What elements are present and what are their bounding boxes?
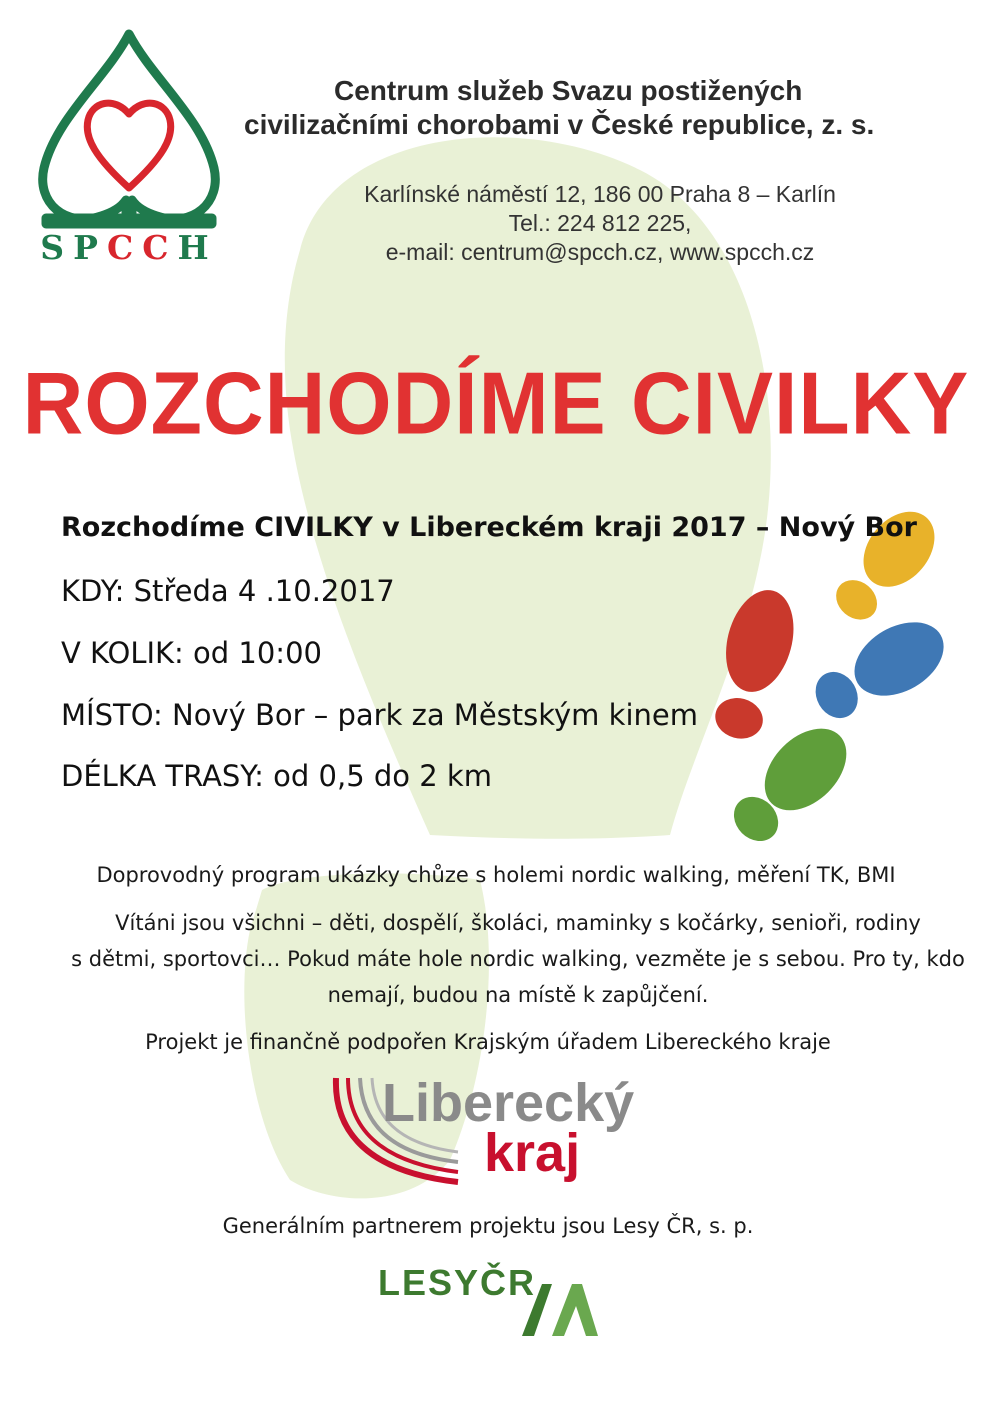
spcch-wordmark: SPCCH [40, 228, 218, 267]
event-route-length: DÉLKA TRASY: od 0,5 do 2 km [61, 759, 492, 793]
red-shoe-print-icon [703, 583, 804, 746]
liberecky-logo-text-1: Liberecký [382, 1073, 635, 1133]
partner-text: Generálním partnerem projektu jsou Lesy ČR, s. p. [222, 1214, 754, 1238]
lesy-cr-logo-text: LESYČR [378, 1262, 537, 1303]
contact-email-web: e-mail: centrum@spcch.cz, www.spcch.cz [385, 239, 815, 265]
welcome-text-line-3: nemají, budou na místě k zapůjčení. [327, 983, 709, 1007]
blue-shoe-print-icon [803, 607, 956, 732]
event-title: Rozchodíme CIVILKY v Libereckém kraji 2017 – Nový Bor [61, 512, 917, 543]
organisation-name-line-1: Centrum služeb Svazu postižených [334, 75, 803, 106]
tree-mark-right [552, 1284, 598, 1336]
event-place: MÍSTO: Nový Bor – park za Městským kinem [61, 698, 698, 732]
organisation-name-line-2: civilizačními chorobami v České republice, z. s. [244, 109, 875, 140]
programme-text: Doprovodný program ukázky chůze s holemi nordic walking, měření TK, BMI [96, 863, 896, 887]
shoe-prints-graphic [690, 500, 970, 850]
spade-outline [43, 34, 216, 224]
contact-phone: Tel.: 224 812 225, [508, 210, 692, 236]
funding-text: Projekt je finančně podpořen Krajským úřadem Libereckého kraje [145, 1030, 831, 1054]
heart-shape [87, 103, 170, 188]
tree-mark-left [522, 1284, 552, 1336]
event-time: V KOLIK: od 10:00 [61, 636, 322, 670]
contact-address: Karlínské náměstí 12, 186 00 Praha 8 – Karlín [364, 181, 836, 207]
headline: ROZCHODÍME CIVILKY [22, 353, 970, 453]
lesy-cr-tree-mark-icon [512, 1270, 600, 1340]
welcome-text-line-1: Vítáni jsou všichni – děti, dospělí, školáci, maminky s kočárky, senioři, rodiny [115, 911, 921, 935]
event-date: KDY: Středa 4 .10.2017 [61, 574, 395, 608]
liberecky-logo-text-2: kraj [484, 1123, 581, 1183]
welcome-text-line-2: s dětmi, sportovci… Pokud máte hole nordic walking, vezměte je s sebou. Pro ty, kdo [71, 947, 965, 971]
